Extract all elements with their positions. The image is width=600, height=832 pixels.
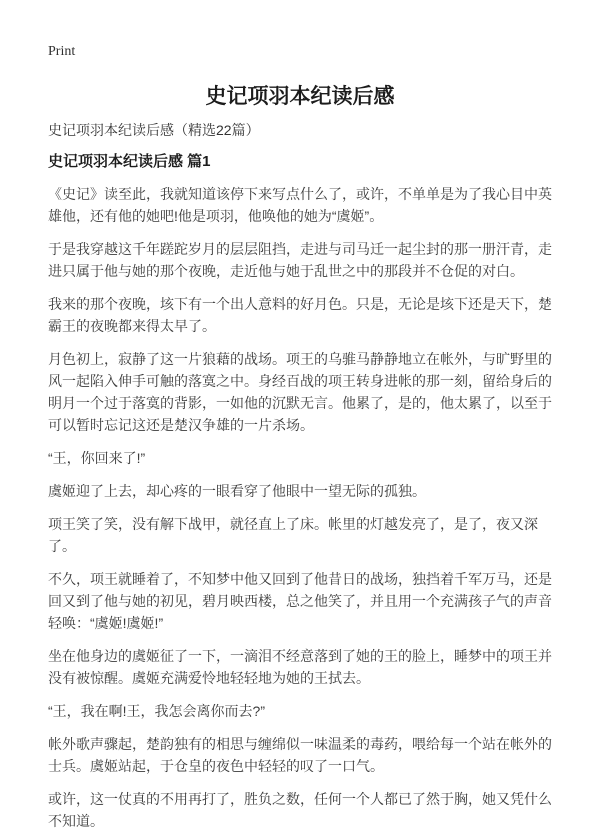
paragraph: 项王笑了笑，没有解下战甲，就径直上了床。帐里的灯越发亮了，是了，夜又深了。 xyxy=(48,516,538,554)
article-body xyxy=(48,183,552,832)
paragraph: 月色初上，寂静了这一片狼藉的战场。项王的乌骓马静静地立在帐外，与旷野里的风一起陷入伸手可触的落寞之中。身经百战的项王转身进帐的那一刻，留给身后的明月一个过于落寞的背影，一如他的沉默无言。他累了，是的，他太累了，以至于可以暂时忘记这还是楚汉争雄的一片杀场。 xyxy=(48,351,552,433)
paragraph: 或许，这一仗真的不用再打了，胜负之数，任何一个人都已了然于胸，她又凭什么不知道。 xyxy=(48,791,552,829)
paragraph: 不久，项王就睡着了，不知梦中他又回到了他昔日的战场，独挡着千军万马，还是回又到了他与她的初见，碧月映西楼，总之他笑了，并且用一个充满孩子气的声音轻唤：“虞姬!虞姬!” xyxy=(48,571,552,631)
paragraph: 虞姬迎了上去，却心疼的一眼看穿了他眼中一望无际的孤独。 xyxy=(48,483,426,499)
paragraph: 于是我穿越这千年蹉跎岁月的层层阻挡，走进与司马迁一起尘封的那一册汗青，走进只属于他与她的那个夜晚，走近他与她于乱世之中的那段并不仓促的对白。 xyxy=(48,241,552,279)
paragraph: 我来的那个夜晚，垓下有一个出人意料的好月色。只是，无论是垓下还是天下，楚霸王的夜晚都来得太早了。 xyxy=(48,296,552,334)
paragraph: 《史记》读至此，我就知道该停下来写点什么了，或许，不单单是为了我心目中英雄他，还有他的她吧!他是项羽，他唤他的她为“虞姬”。 xyxy=(48,186,552,224)
page-title: 史记项羽本纪读后感 xyxy=(205,85,395,108)
paragraph: 帐外歌声骤起，楚韵独有的相思与缠绵似一味温柔的毒药，喂给每一个站在帐外的士兵。虞姬站起，于仓皇的夜色中轻轻的叹了一口气。 xyxy=(48,736,552,774)
section-heading: 史记项羽本纪读后感 篇1 xyxy=(48,153,211,170)
paragraph: “王，我在啊!王，我怎会离你而去?” xyxy=(48,703,265,719)
print-button[interactable]: Print xyxy=(48,44,76,59)
paragraph: “王，你回来了!” xyxy=(48,450,146,466)
paragraph: 坐在他身边的虞姬征了一下，一滴泪不经意落到了她的王的脸上，睡梦中的项王并没有被惊醒。虞姬充满爱怜地轻轻地为她的王拭去。 xyxy=(48,648,552,686)
document-subtitle: 史记项羽本纪读后感（精选22篇） xyxy=(48,122,260,138)
